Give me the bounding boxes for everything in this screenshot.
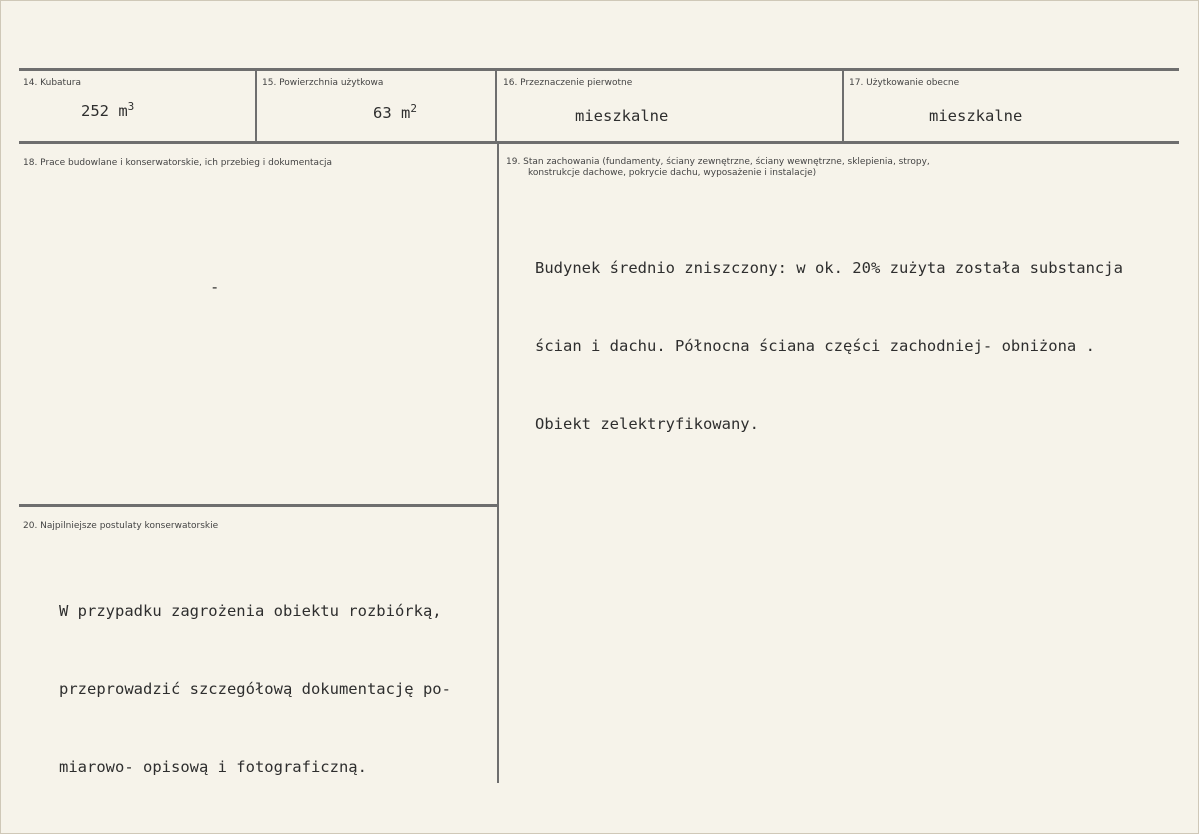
field-14-number: 252 m — [81, 102, 128, 121]
field-19-line: Obiekt zelektryfikowany. — [535, 415, 759, 433]
top-rule — [19, 68, 1179, 71]
field-19-text — [535, 203, 1123, 489]
divider-14-15 — [255, 70, 257, 142]
field-20-label: 20. Najpilniejsze postulaty konserwatorskie — [23, 521, 219, 531]
field-19-line: ścian i dachu. Północna ściana części zachodniej- obniżona . — [535, 337, 1095, 355]
field-17-value: mieszkalne — [929, 107, 1023, 125]
field-20-line: przeprowadzić szczegółową dokumentację po- — [59, 680, 451, 698]
field-20-line: miarowo- opisową i fotograficzną. — [59, 758, 367, 776]
row-rule — [19, 141, 1179, 144]
field-14-value — [81, 100, 134, 120]
field-19-label-line1: 19. Stan zachowania (fundamenty, ściany zewnętrzne, ściany wewnętrzne, sklepienia, stropy, — [506, 157, 930, 167]
field-18-value: - — [210, 278, 220, 296]
field-18-label: 18. Prace budowlane i konserwatorskie, ich przebieg i dokumentacja — [23, 158, 333, 168]
field-16-label: 16. Przeznaczenie pierwotne — [503, 78, 633, 88]
field-20-line: W przypadku zagrożenia obiektu rozbiórką, — [59, 602, 442, 620]
section-rule-20 — [19, 504, 497, 507]
field-15-exponent: 2 — [410, 102, 417, 115]
divider-main — [497, 143, 499, 783]
divider-16-17 — [842, 70, 844, 142]
field-19-line: Budynek średnio zniszczony: w ok. 20% zużyta została substancja — [535, 259, 1123, 277]
field-15-label: 15. Powierzchnia użytkowa — [262, 78, 384, 88]
field-19-label-line2: konstrukcje dachowe, pokrycie dachu, wyposażenie i instalacje) — [528, 168, 817, 178]
field-17-label: 17. Użytkowanie obecne — [849, 78, 960, 88]
field-14-exponent: 3 — [127, 100, 135, 113]
field-15-number: 63 m — [373, 104, 411, 123]
field-15-value — [373, 102, 417, 122]
field-16-value: mieszkalne — [575, 107, 669, 125]
field-14-label: 14. Kubatura — [23, 78, 82, 88]
divider-15-16 — [495, 70, 497, 142]
field-20-text — [59, 546, 451, 832]
